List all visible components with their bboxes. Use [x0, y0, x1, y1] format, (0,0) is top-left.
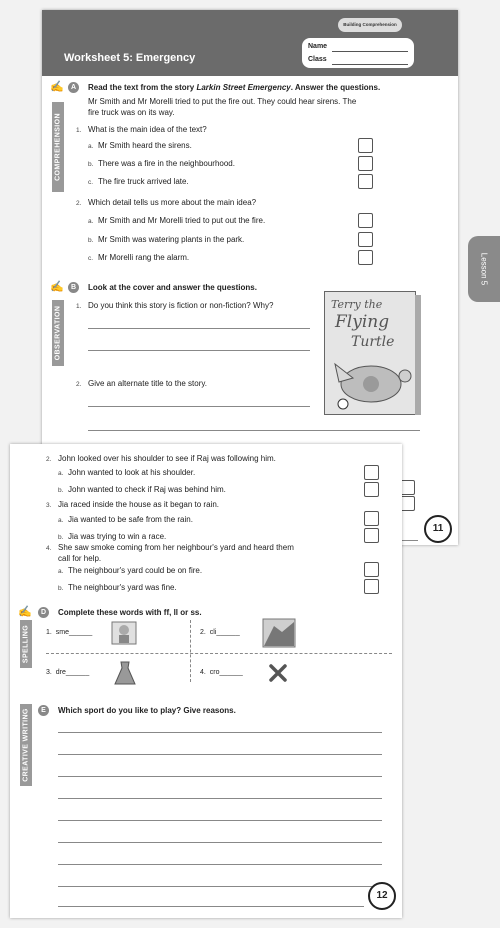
option-letter: a.	[88, 143, 94, 150]
writing-line[interactable]	[58, 864, 382, 865]
question-number: 1.	[76, 127, 82, 134]
question-2-text: Give an alternate title to the story.	[88, 379, 208, 388]
answer-checkbox[interactable]	[364, 579, 379, 594]
option-letter: b.	[58, 585, 64, 592]
question-2-text: Which detail tells us more about the main idea?	[88, 198, 257, 207]
answer-checkbox[interactable]	[358, 156, 373, 171]
writing-line[interactable]	[58, 842, 382, 843]
name-field[interactable]	[332, 51, 408, 52]
option-text: Mr Smith and Mr Morelli tried to put out the fire.	[98, 216, 266, 225]
cross-picture	[268, 663, 288, 683]
section-b-badge: B	[68, 282, 79, 293]
question-number: 2.	[76, 381, 82, 388]
question-number: 2.	[76, 200, 82, 207]
writing-line[interactable]	[88, 350, 310, 351]
writing-line[interactable]	[58, 886, 382, 887]
answer-checkbox[interactable]	[364, 528, 379, 543]
section-d-badge: D	[38, 607, 49, 618]
answer-checkbox[interactable]	[364, 465, 379, 480]
option-text: There was a fire in the neighbourhood.	[98, 159, 235, 168]
spelling-item-3: 3. dre______	[46, 669, 90, 676]
smell-picture	[110, 620, 138, 646]
answer-checkbox[interactable]	[364, 511, 379, 526]
writing-line[interactable]	[88, 430, 420, 431]
option-text: Mr Smith heard the sirens.	[98, 141, 192, 150]
spelling-item-1: 1. sme______	[46, 629, 93, 636]
option-letter: a.	[58, 568, 64, 575]
sidebar-creative-writing: CREATIVE WRITING	[20, 704, 32, 786]
book-title-line: Terry the	[331, 298, 383, 311]
option-text: Jia was trying to win a race.	[68, 532, 167, 541]
book-title-line: Turtle	[351, 334, 395, 350]
sidebar-spelling: SPELLING	[20, 620, 32, 668]
page-number-12: 12	[368, 882, 396, 910]
class-label: Class	[308, 56, 327, 63]
class-field[interactable]	[332, 64, 408, 65]
lesson-tab[interactable]: Lesson 5	[468, 236, 500, 302]
pencil-hand-icon: ✍	[50, 81, 64, 93]
spelling-item-2: 2. cli______	[200, 629, 240, 636]
section-d-instruction: Complete these words with ff, ll or ss.	[58, 608, 202, 617]
answer-checkbox[interactable]	[400, 496, 415, 511]
question-number: 4.	[46, 545, 52, 552]
writing-line[interactable]	[58, 754, 382, 755]
question-text: Jia raced inside the house as it began to rain.	[58, 500, 219, 509]
section-a-instruction: Read the text from the story Larkin Street Emergency. Answer the questions.	[88, 83, 381, 92]
answer-checkbox[interactable]	[400, 480, 415, 495]
brand-logo: Building Comprehension	[338, 18, 402, 32]
page-number-11: 11	[424, 515, 452, 543]
option-text: John wanted to check if Raj was behind him.	[68, 485, 226, 494]
writing-line[interactable]	[58, 732, 382, 733]
option-letter: c.	[88, 179, 94, 186]
question-1-text: What is the main idea of the text?	[88, 125, 207, 134]
worksheet-title: Worksheet 5: Emergency	[64, 52, 196, 64]
option-letter: a.	[58, 517, 64, 524]
answer-checkbox[interactable]	[358, 138, 373, 153]
divider	[46, 653, 392, 654]
question-text: John looked over his shoulder to see if Raj was following him.	[58, 454, 276, 463]
option-letter: a.	[58, 470, 64, 477]
sidebar-observation: OBSERVATION	[52, 300, 64, 366]
pencil-hand-icon: ✍	[50, 281, 64, 293]
option-letter: b.	[88, 237, 94, 244]
writing-line[interactable]	[88, 328, 310, 329]
turtle-illustration	[325, 354, 415, 414]
pencil-hand-icon: ✍	[18, 606, 32, 618]
dress-picture	[112, 660, 138, 686]
answer-checkbox[interactable]	[358, 213, 373, 228]
option-text: The neighbour's yard could be on fire.	[68, 566, 203, 575]
option-text: The fire truck arrived late.	[98, 177, 189, 186]
question-text: call for help.	[58, 554, 102, 563]
worksheet-page-12	[10, 444, 402, 918]
section-e-badge: E	[38, 705, 49, 716]
writing-line[interactable]	[58, 798, 382, 799]
section-a-badge: A	[68, 82, 79, 93]
writing-line[interactable]	[58, 776, 382, 777]
passage-line-2: fire truck was on its way.	[88, 108, 175, 117]
name-class-box	[302, 38, 414, 68]
option-text: John wanted to look at his shoulder.	[68, 468, 196, 477]
answer-checkbox[interactable]	[358, 174, 373, 189]
option-text: Jia wanted to be safe from the rain.	[68, 515, 193, 524]
option-text: Mr Smith was watering plants in the park.	[98, 235, 245, 244]
writing-line[interactable]	[58, 906, 364, 907]
book-cover-image	[324, 291, 416, 415]
answer-checkbox[interactable]	[358, 250, 373, 265]
section-b-instruction: Look at the cover and answer the questions.	[88, 283, 257, 292]
book-spine	[415, 295, 421, 415]
writing-line[interactable]	[88, 406, 310, 407]
option-text: The neighbour's yard was fine.	[68, 583, 177, 592]
question-number: 3.	[46, 502, 52, 509]
spelling-item-4: 4. cro______	[200, 669, 243, 676]
question-1-text: Do you think this story is fiction or non-fiction? Why?	[88, 301, 274, 310]
question-number: 1.	[76, 303, 82, 310]
answer-checkbox[interactable]	[364, 482, 379, 497]
option-letter: a.	[88, 218, 94, 225]
answer-checkbox[interactable]	[364, 562, 379, 577]
passage-line-1: Mr Smith and Mr Morelli tried to put the fire out. They could hear sirens. The	[88, 97, 357, 106]
option-letter: b.	[88, 161, 94, 168]
section-e-instruction: Which sport do you like to play? Give reasons.	[58, 706, 236, 715]
question-text: She saw smoke coming from her neighbour's yard and heard them	[58, 543, 294, 552]
option-letter: b.	[58, 534, 64, 541]
book-title-line: Flying	[335, 312, 390, 332]
cliff-picture	[262, 618, 296, 648]
worksheet-header	[42, 10, 458, 76]
sidebar-comprehension: COMPREHENSION	[52, 102, 64, 192]
option-letter: b.	[58, 487, 64, 494]
writing-line[interactable]	[58, 820, 382, 821]
option-text: Mr Morelli rang the alarm.	[98, 253, 190, 262]
answer-checkbox[interactable]	[358, 232, 373, 247]
name-label: Name	[308, 43, 328, 50]
writing-line[interactable]	[400, 540, 418, 541]
divider	[190, 620, 191, 682]
question-number: 2.	[46, 456, 52, 463]
option-letter: c.	[88, 255, 94, 262]
